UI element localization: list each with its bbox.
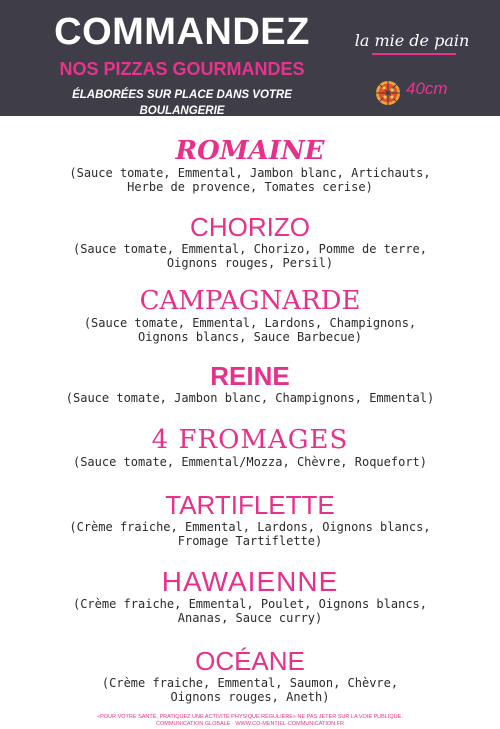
pizza-name: HAWAIENNE xyxy=(161,566,339,597)
menu-item xyxy=(0,136,500,194)
menu-item xyxy=(0,646,500,704)
menu-item xyxy=(0,361,500,405)
pizza-ingredients: (Crème fraiche, Emmental, Saumon, Chèvre, Oignons rouges, Aneth) xyxy=(101,676,399,704)
pizza-name: 4 FROMAGES xyxy=(151,425,349,455)
brand-logo: la mie de pain xyxy=(354,31,470,50)
page-subtitle: NOS PIZZAS GOURMANDES xyxy=(59,59,305,79)
header-band xyxy=(0,0,500,116)
pizza-name: CHORIZO xyxy=(190,212,310,242)
pizza-ingredients: (Sauce tomate, Emmental, Chorizo, Pomme de terre, Oignons rouges, Persil) xyxy=(72,242,427,270)
footer-health-notice: «POUR VOTRE SANTÉ, PRATIQUEZ UNE ACTIVITÉ PHYSIQUE RÉGULIÈRE» NE PAS JETER SUR LA VOIE PUBLIQUE. xyxy=(97,714,403,720)
pizza-size: 40cm xyxy=(406,79,448,98)
menu-item xyxy=(0,425,500,469)
pizza-ingredients: (Crème fraiche, Emmental, Lardons, Oignons blancs, Fromage Tartiflette) xyxy=(69,520,431,548)
pizza-name: CAMPAGNARDE xyxy=(139,286,361,316)
menu-item xyxy=(0,567,500,625)
brand-underline xyxy=(372,53,456,55)
pizza-ingredients: (Sauce tomate, Emmental/Mozza, Chèvre, Roquefort) xyxy=(72,455,427,469)
menu-item xyxy=(0,212,500,270)
tagline: ÉLABORÉES SUR PLACE DANS VOTRE BOULANGERIE xyxy=(72,89,292,117)
menu-item xyxy=(0,490,500,548)
pizza-ingredients: (Sauce tomate, Emmental, Jambon blanc, Artichauts, Herbe de provence, Tomates cerise) xyxy=(69,166,431,194)
pizza-name: REINE xyxy=(210,361,290,391)
pizza-name: ROMAINE xyxy=(175,136,325,166)
pizza-ingredients: (Crème fraiche, Emmental, Poulet, Oignons blancs, Ananas, Sauce curry) xyxy=(72,597,427,625)
page-title: COMMANDEZ xyxy=(54,11,310,53)
menu-item xyxy=(0,286,500,344)
pizza-name: TARTIFLETTE xyxy=(165,490,335,520)
pizza-name: OCÉANE xyxy=(195,646,305,676)
footer-legal xyxy=(0,714,500,728)
pizza-icon xyxy=(375,80,401,106)
pizza-ingredients: (Sauce tomate, Emmental, Lardons, Champignons, Oignons blancs, Sauce Barbecue) xyxy=(83,316,417,344)
footer-credit: COMMUNICATION GLOBALE · WWW.CO-MENTIEL-COMMUNICATION.FR xyxy=(155,721,344,727)
pizza-ingredients: (Sauce tomate, Jambon blanc, Champignons, Emmental) xyxy=(65,391,435,405)
